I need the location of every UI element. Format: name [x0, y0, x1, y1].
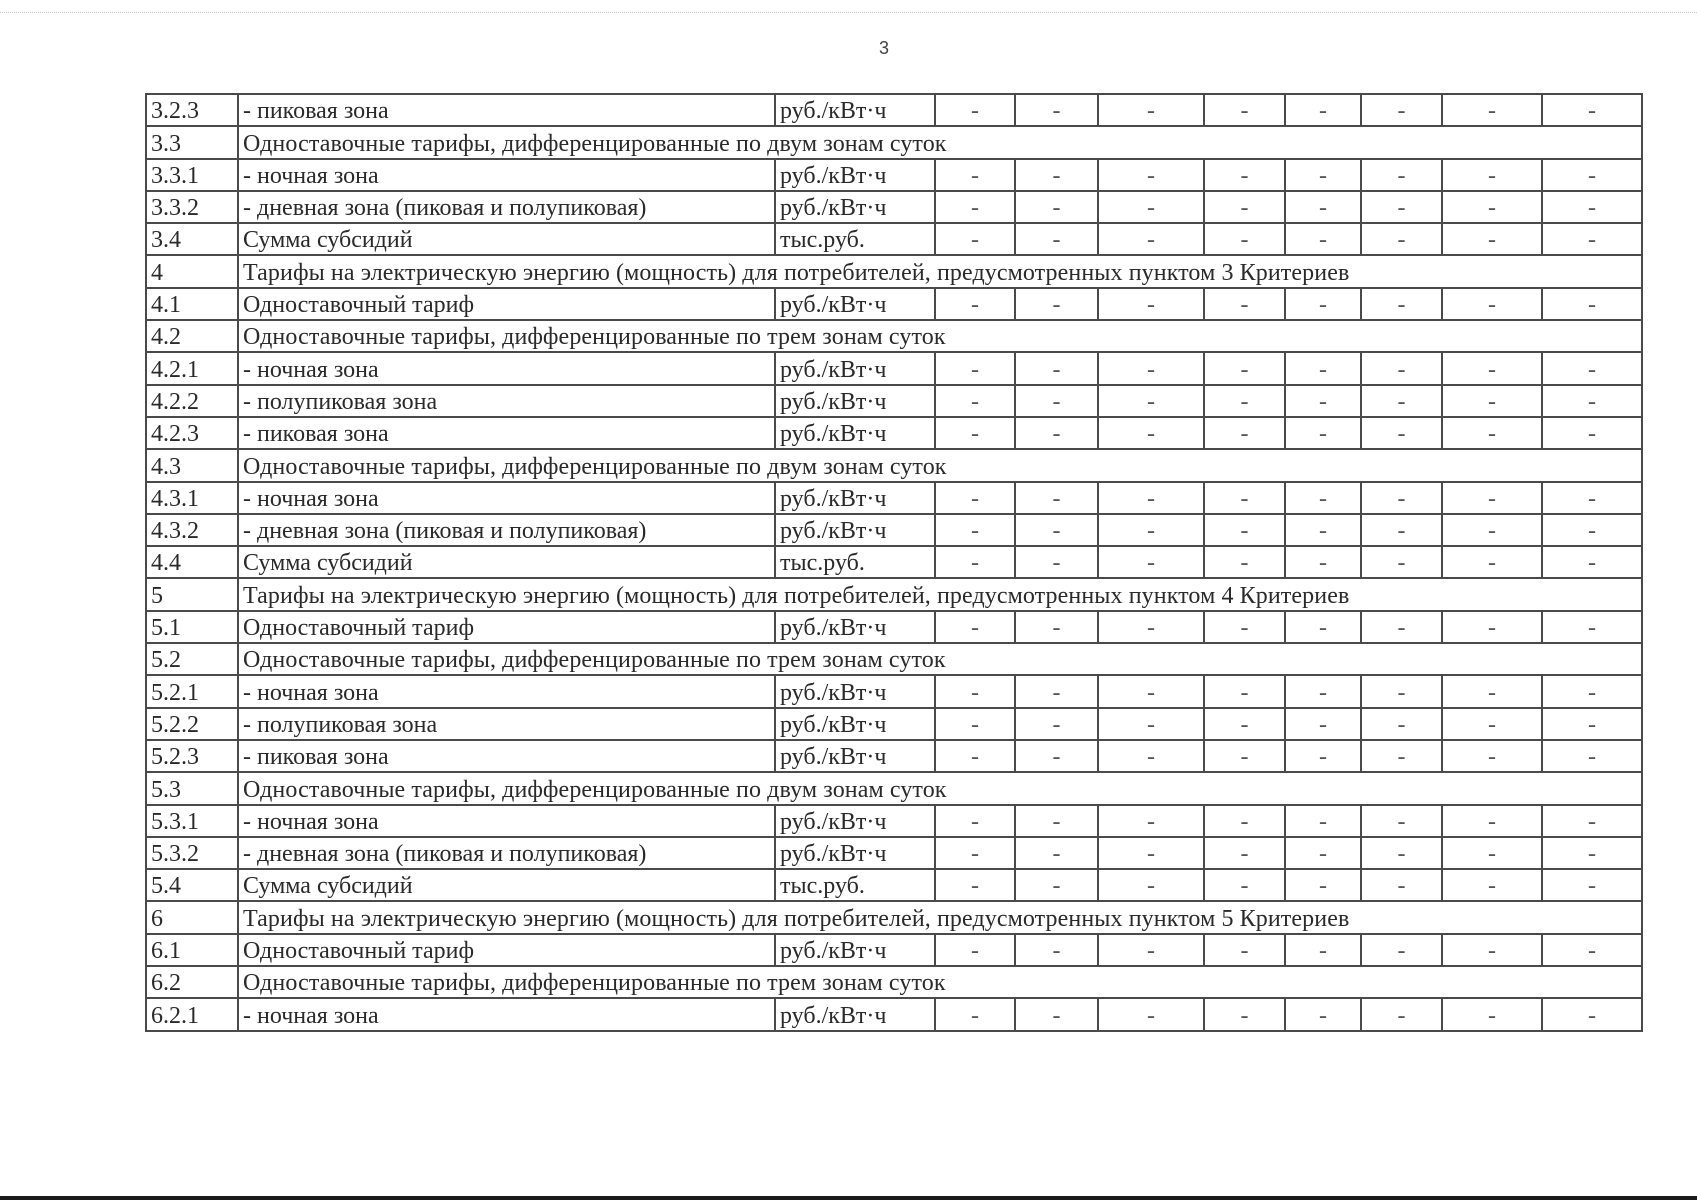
value-cell: - — [1098, 740, 1204, 772]
value-cell: - — [1204, 288, 1285, 320]
value-cell: - — [1361, 675, 1442, 707]
value-cell: - — [1204, 611, 1285, 643]
value-cell: - — [1442, 159, 1542, 191]
value-cell: - — [1285, 740, 1361, 772]
section-title-cell: Тарифы на электрическую энергию (мощность) для потребителей, предусмотренных пунктом 3 Критериев — [238, 255, 1642, 287]
value-cell: - — [1442, 934, 1542, 966]
unit-cell: руб./кВт·ч — [775, 837, 935, 869]
value-cell: - — [1204, 191, 1285, 223]
scan-edge-bottom — [0, 1196, 1697, 1200]
value-cell: - — [935, 159, 1015, 191]
value-cell: - — [1285, 288, 1361, 320]
table-row — [146, 223, 1642, 255]
value-cell: - — [1285, 94, 1361, 126]
value-cell: - — [1361, 708, 1442, 740]
unit-cell: руб./кВт·ч — [775, 482, 935, 514]
value-cell: - — [1542, 482, 1642, 514]
value-cell: - — [1285, 546, 1361, 578]
value-cell: - — [1542, 998, 1642, 1030]
value-cell: - — [1285, 482, 1361, 514]
value-cell: - — [1361, 869, 1442, 901]
row-number-cell: 3.2.3 — [146, 94, 238, 126]
value-cell: - — [1098, 288, 1204, 320]
row-number-cell: 4.2.1 — [146, 352, 238, 384]
value-cell: - — [1442, 94, 1542, 126]
value-cell: - — [1285, 805, 1361, 837]
value-cell: - — [1204, 385, 1285, 417]
value-cell: - — [1285, 417, 1361, 449]
value-cell: - — [1542, 514, 1642, 546]
value-cell: - — [1542, 740, 1642, 772]
value-cell: - — [1442, 514, 1542, 546]
table-row — [146, 288, 1642, 320]
unit-cell: руб./кВт·ч — [775, 708, 935, 740]
value-cell: - — [1442, 869, 1542, 901]
value-cell: - — [1285, 869, 1361, 901]
value-cell: - — [1015, 191, 1098, 223]
value-cell: - — [1442, 675, 1542, 707]
row-number-cell: 3.3.1 — [146, 159, 238, 191]
table-row — [146, 934, 1642, 966]
value-cell: - — [1542, 675, 1642, 707]
value-cell: - — [1361, 546, 1442, 578]
unit-cell: тыс.руб. — [775, 223, 935, 255]
table-section-row — [146, 966, 1642, 998]
value-cell: - — [1361, 385, 1442, 417]
value-cell: - — [1542, 352, 1642, 384]
value-cell: - — [1204, 482, 1285, 514]
value-cell: - — [1098, 869, 1204, 901]
value-cell: - — [1015, 740, 1098, 772]
value-cell: - — [1361, 94, 1442, 126]
row-number-cell: 4 — [146, 255, 238, 287]
row-name-cell: - дневная зона (пиковая и полупиковая) — [238, 837, 775, 869]
row-number-cell: 4.2 — [146, 320, 238, 352]
table-row — [146, 837, 1642, 869]
row-number-cell: 3.3 — [146, 126, 238, 158]
value-cell: - — [1361, 837, 1442, 869]
table-row — [146, 191, 1642, 223]
value-cell: - — [1204, 837, 1285, 869]
value-cell: - — [1098, 352, 1204, 384]
value-cell: - — [1542, 805, 1642, 837]
value-cell: - — [1442, 191, 1542, 223]
row-number-cell: 4.3.2 — [146, 514, 238, 546]
row-name-cell: Сумма субсидий — [238, 546, 775, 578]
table-row — [146, 998, 1642, 1030]
unit-cell: руб./кВт·ч — [775, 998, 935, 1030]
row-name-cell: Одноставочный тариф — [238, 288, 775, 320]
value-cell: - — [1015, 611, 1098, 643]
value-cell: - — [1015, 805, 1098, 837]
value-cell: - — [1285, 514, 1361, 546]
row-name-cell: - ночная зона — [238, 998, 775, 1030]
table-row — [146, 417, 1642, 449]
value-cell: - — [1015, 352, 1098, 384]
unit-cell: руб./кВт·ч — [775, 934, 935, 966]
value-cell: - — [1015, 288, 1098, 320]
value-cell: - — [1285, 159, 1361, 191]
row-number-cell: 5.4 — [146, 869, 238, 901]
value-cell: - — [1442, 385, 1542, 417]
value-cell: - — [935, 934, 1015, 966]
value-cell: - — [1015, 934, 1098, 966]
unit-cell: руб./кВт·ч — [775, 675, 935, 707]
value-cell: - — [935, 805, 1015, 837]
table-row — [146, 675, 1642, 707]
value-cell: - — [1442, 417, 1542, 449]
value-cell: - — [1542, 611, 1642, 643]
value-cell: - — [1204, 514, 1285, 546]
value-cell: - — [1542, 708, 1642, 740]
value-cell: - — [1098, 482, 1204, 514]
value-cell: - — [1285, 934, 1361, 966]
value-cell: - — [1204, 740, 1285, 772]
value-cell: - — [1285, 223, 1361, 255]
row-number-cell: 4.2.3 — [146, 417, 238, 449]
value-cell: - — [935, 482, 1015, 514]
row-number-cell: 5.2.2 — [146, 708, 238, 740]
value-cell: - — [1098, 675, 1204, 707]
value-cell: - — [1204, 546, 1285, 578]
table-row — [146, 385, 1642, 417]
row-number-cell: 5.3.2 — [146, 837, 238, 869]
row-name-cell: Одноставочный тариф — [238, 611, 775, 643]
section-title-cell: Одноставочные тарифы, дифференцированные по двум зонам суток — [238, 126, 1642, 158]
section-title-cell: Одноставочные тарифы, дифференцированные по трем зонам суток — [238, 643, 1642, 675]
row-name-cell: - пиковая зона — [238, 740, 775, 772]
value-cell: - — [1098, 514, 1204, 546]
value-cell: - — [1098, 385, 1204, 417]
value-cell: - — [935, 708, 1015, 740]
table-row — [146, 611, 1642, 643]
value-cell: - — [1442, 740, 1542, 772]
table-row — [146, 514, 1642, 546]
value-cell: - — [1542, 869, 1642, 901]
unit-cell: руб./кВт·ч — [775, 352, 935, 384]
value-cell: - — [1442, 708, 1542, 740]
row-number-cell: 3.3.2 — [146, 191, 238, 223]
section-title-cell: Тарифы на электрическую энергию (мощность) для потребителей, предусмотренных пунктом 5 Критериев — [238, 901, 1642, 933]
unit-cell: тыс.руб. — [775, 869, 935, 901]
row-name-cell: - ночная зона — [238, 675, 775, 707]
unit-cell: руб./кВт·ч — [775, 611, 935, 643]
unit-cell: руб./кВт·ч — [775, 159, 935, 191]
section-title-cell: Одноставочные тарифы, дифференцированные по двум зонам суток — [238, 772, 1642, 804]
unit-cell: тыс.руб. — [775, 546, 935, 578]
unit-cell: руб./кВт·ч — [775, 94, 935, 126]
value-cell: - — [1098, 708, 1204, 740]
value-cell: - — [1015, 708, 1098, 740]
unit-cell: руб./кВт·ч — [775, 740, 935, 772]
value-cell: - — [1098, 998, 1204, 1030]
table-section-row — [146, 126, 1642, 158]
value-cell: - — [1542, 546, 1642, 578]
value-cell: - — [1204, 159, 1285, 191]
table-row — [146, 708, 1642, 740]
value-cell: - — [1442, 837, 1542, 869]
tariff-table-body — [146, 94, 1642, 1031]
unit-cell: руб./кВт·ч — [775, 417, 935, 449]
value-cell: - — [1361, 223, 1442, 255]
row-name-cell: - ночная зона — [238, 805, 775, 837]
value-cell: - — [935, 223, 1015, 255]
table-section-row — [146, 578, 1642, 610]
row-number-cell: 5.2 — [146, 643, 238, 675]
table-row — [146, 352, 1642, 384]
value-cell: - — [935, 288, 1015, 320]
row-number-cell: 5.2.1 — [146, 675, 238, 707]
value-cell: - — [1204, 675, 1285, 707]
value-cell: - — [1361, 805, 1442, 837]
value-cell: - — [1098, 805, 1204, 837]
value-cell: - — [1361, 611, 1442, 643]
value-cell: - — [1098, 223, 1204, 255]
value-cell: - — [935, 611, 1015, 643]
value-cell: - — [1098, 546, 1204, 578]
row-number-cell: 5.3.1 — [146, 805, 238, 837]
value-cell: - — [1098, 94, 1204, 126]
row-number-cell: 4.4 — [146, 546, 238, 578]
value-cell: - — [1015, 417, 1098, 449]
value-cell: - — [1361, 482, 1442, 514]
value-cell: - — [1542, 288, 1642, 320]
table-section-row — [146, 320, 1642, 352]
value-cell: - — [1285, 352, 1361, 384]
section-title-cell: Одноставочные тарифы, дифференцированные по трем зонам суток — [238, 320, 1642, 352]
value-cell: - — [1285, 837, 1361, 869]
value-cell: - — [1542, 385, 1642, 417]
value-cell: - — [1285, 611, 1361, 643]
table-section-row — [146, 255, 1642, 287]
row-number-cell: 5.2.3 — [146, 740, 238, 772]
value-cell: - — [1442, 546, 1542, 578]
table-section-row — [146, 449, 1642, 481]
row-number-cell: 6.2.1 — [146, 998, 238, 1030]
value-cell: - — [935, 191, 1015, 223]
value-cell: - — [1542, 417, 1642, 449]
value-cell: - — [1285, 998, 1361, 1030]
value-cell: - — [1015, 385, 1098, 417]
value-cell: - — [1098, 837, 1204, 869]
value-cell: - — [1015, 546, 1098, 578]
row-name-cell: - дневная зона (пиковая и полупиковая) — [238, 514, 775, 546]
row-name-cell: Одноставочный тариф — [238, 934, 775, 966]
unit-cell: руб./кВт·ч — [775, 805, 935, 837]
row-number-cell: 6 — [146, 901, 238, 933]
value-cell: - — [1442, 805, 1542, 837]
table-section-row — [146, 643, 1642, 675]
value-cell: - — [1361, 288, 1442, 320]
value-cell: - — [1204, 223, 1285, 255]
row-number-cell: 4.3 — [146, 449, 238, 481]
row-number-cell: 5.1 — [146, 611, 238, 643]
value-cell: - — [1015, 482, 1098, 514]
value-cell: - — [1361, 998, 1442, 1030]
value-cell: - — [1098, 611, 1204, 643]
table-section-row — [146, 901, 1642, 933]
value-cell: - — [1361, 417, 1442, 449]
value-cell: - — [935, 546, 1015, 578]
value-cell: - — [1098, 934, 1204, 966]
value-cell: - — [1361, 740, 1442, 772]
value-cell: - — [1204, 934, 1285, 966]
value-cell: - — [935, 352, 1015, 384]
table-row — [146, 546, 1642, 578]
value-cell: - — [935, 514, 1015, 546]
value-cell: - — [1442, 611, 1542, 643]
unit-cell: руб./кВт·ч — [775, 191, 935, 223]
row-name-cell: - пиковая зона — [238, 94, 775, 126]
table-row — [146, 482, 1642, 514]
value-cell: - — [1542, 223, 1642, 255]
value-cell: - — [1285, 191, 1361, 223]
value-cell: - — [1015, 514, 1098, 546]
value-cell: - — [1015, 998, 1098, 1030]
value-cell: - — [1542, 191, 1642, 223]
value-cell: - — [1361, 191, 1442, 223]
table-row — [146, 805, 1642, 837]
table-row — [146, 869, 1642, 901]
row-number-cell: 6.2 — [146, 966, 238, 998]
row-number-cell: 5.3 — [146, 772, 238, 804]
value-cell: - — [1542, 934, 1642, 966]
value-cell: - — [1015, 675, 1098, 707]
value-cell: - — [1442, 223, 1542, 255]
value-cell: - — [1442, 482, 1542, 514]
row-number-cell: 4.2.2 — [146, 385, 238, 417]
value-cell: - — [1015, 94, 1098, 126]
row-number-cell: 6.1 — [146, 934, 238, 966]
value-cell: - — [1015, 223, 1098, 255]
value-cell: - — [935, 675, 1015, 707]
value-cell: - — [1361, 159, 1442, 191]
value-cell: - — [1361, 352, 1442, 384]
row-number-cell: 5 — [146, 578, 238, 610]
table-section-row — [146, 772, 1642, 804]
value-cell: - — [935, 869, 1015, 901]
unit-cell: руб./кВт·ч — [775, 514, 935, 546]
row-name-cell: - ночная зона — [238, 352, 775, 384]
value-cell: - — [1098, 417, 1204, 449]
row-name-cell: Сумма субсидий — [238, 869, 775, 901]
value-cell: - — [935, 998, 1015, 1030]
value-cell: - — [1442, 288, 1542, 320]
table-row — [146, 159, 1642, 191]
value-cell: - — [935, 385, 1015, 417]
value-cell: - — [1542, 159, 1642, 191]
value-cell: - — [1542, 837, 1642, 869]
value-cell: - — [1098, 191, 1204, 223]
row-name-cell: - пиковая зона — [238, 417, 775, 449]
row-name-cell: Сумма субсидий — [238, 223, 775, 255]
row-name-cell: - дневная зона (пиковая и полупиковая) — [238, 191, 775, 223]
row-number-cell: 4.1 — [146, 288, 238, 320]
value-cell: - — [1015, 869, 1098, 901]
value-cell: - — [1098, 159, 1204, 191]
value-cell: - — [1285, 385, 1361, 417]
value-cell: - — [935, 740, 1015, 772]
row-name-cell: - ночная зона — [238, 482, 775, 514]
section-title-cell: Одноставочные тарифы, дифференцированные по трем зонам суток — [238, 966, 1642, 998]
value-cell: - — [1442, 352, 1542, 384]
section-title-cell: Тарифы на электрическую энергию (мощность) для потребителей, предусмотренных пунктом 4 Критериев — [238, 578, 1642, 610]
tariff-table — [145, 93, 1643, 1032]
value-cell: - — [1542, 94, 1642, 126]
value-cell: - — [1204, 708, 1285, 740]
value-cell: - — [1015, 837, 1098, 869]
value-cell: - — [1015, 159, 1098, 191]
value-cell: - — [1285, 675, 1361, 707]
row-name-cell: - ночная зона — [238, 159, 775, 191]
value-cell: - — [935, 417, 1015, 449]
unit-cell: руб./кВт·ч — [775, 385, 935, 417]
value-cell: - — [1442, 998, 1542, 1030]
value-cell: - — [1204, 998, 1285, 1030]
table-row — [146, 740, 1642, 772]
value-cell: - — [1204, 417, 1285, 449]
scan-edge-top — [0, 12, 1697, 13]
row-number-cell: 4.3.1 — [146, 482, 238, 514]
value-cell: - — [1204, 805, 1285, 837]
value-cell: - — [935, 837, 1015, 869]
page-number: 3 — [878, 38, 889, 58]
row-name-cell: - полупиковая зона — [238, 708, 775, 740]
value-cell: - — [1204, 869, 1285, 901]
row-name-cell: - полупиковая зона — [238, 385, 775, 417]
row-number-cell: 3.4 — [146, 223, 238, 255]
table-row — [146, 94, 1642, 126]
value-cell: - — [1361, 514, 1442, 546]
value-cell: - — [1204, 94, 1285, 126]
value-cell: - — [1204, 352, 1285, 384]
value-cell: - — [935, 94, 1015, 126]
unit-cell: руб./кВт·ч — [775, 288, 935, 320]
value-cell: - — [1361, 934, 1442, 966]
section-title-cell: Одноставочные тарифы, дифференцированные по двум зонам суток — [238, 449, 1642, 481]
value-cell: - — [1285, 708, 1361, 740]
